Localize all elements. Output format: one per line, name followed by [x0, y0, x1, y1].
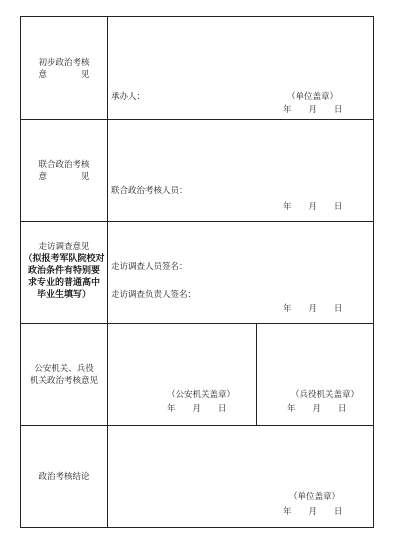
- row-divider-4: [21, 425, 373, 426]
- row1-unit-seal: （单位盖章）: [287, 92, 339, 102]
- row4-police-seal: （公安机关盖章）: [167, 390, 236, 400]
- row1-label-line2: 意 见: [38, 70, 90, 80]
- row4-split-divider: [256, 323, 257, 425]
- row3-date: 年 月 日: [283, 304, 343, 314]
- row4-label-line1: 公安机关、兵役: [34, 364, 94, 374]
- row3-investigator-label: 走访调查人员签名：: [111, 262, 188, 272]
- row5-date: 年 月 日: [283, 507, 343, 517]
- row1-date: 年 月 日: [283, 105, 343, 115]
- row3-label-line1: 走访调查意见: [38, 242, 90, 252]
- row5-label: [21, 471, 107, 483]
- row-divider-1: [21, 119, 373, 120]
- row-divider-3: [21, 323, 373, 324]
- row4-label-line2: 机关政治考核意见: [29, 376, 98, 386]
- row4-police-date: 年 月 日: [167, 404, 227, 414]
- political-review-form: [20, 16, 374, 528]
- row2-label: [21, 159, 107, 183]
- row2-label-line1: 联合政治考核: [38, 160, 90, 170]
- row1-label-line1: 初步政治考核: [38, 58, 90, 68]
- row4-military-date: 年 月 日: [287, 404, 347, 414]
- row5-label-line1: 政治考核结论: [38, 472, 90, 482]
- row5-unit-seal: （单位盖章）: [289, 492, 341, 502]
- row4-label: [21, 363, 107, 387]
- label-column-divider: [107, 17, 108, 527]
- row3-label-line2: （拟报考军队院校对: [23, 254, 105, 264]
- row2-officer-label: 联合政治考核人员：: [111, 186, 188, 196]
- row4-military-seal: （兵役机关盖章）: [291, 390, 360, 400]
- row3-label: [21, 241, 107, 301]
- row1-handler-label: 承办人：: [111, 92, 146, 102]
- row2-label-line2: 意 见: [38, 172, 90, 182]
- row3-label-line3: 政治条件有特别要: [27, 266, 100, 276]
- row2-date: 年 月 日: [283, 202, 343, 212]
- row3-leader-label: 走访调查负责人签名：: [111, 290, 197, 300]
- row3-label-line4: 求专业的普通高中: [27, 278, 100, 288]
- row3-label-line5: 毕业生填写）: [36, 290, 91, 300]
- row1-label: [21, 57, 107, 81]
- row-divider-2: [21, 221, 373, 222]
